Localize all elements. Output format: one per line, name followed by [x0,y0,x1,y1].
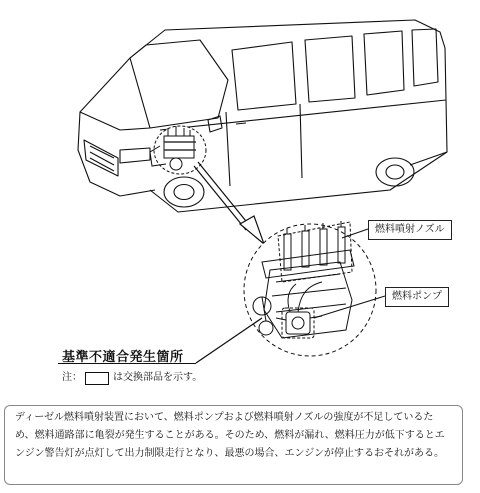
legend-note [62,371,202,385]
legend-swatch-box [85,372,109,385]
van-engine-highlight [150,126,206,174]
description-text: ディーゼル燃料噴射装置において、燃料ポンプおよび燃料噴射ノズルの強度が不足しているため、燃料通路部に亀裂が発生することがある。そのため、燃料が漏れ、燃料圧力が低下するとエンジン警告灯が点灯して出力制限走行となり、最悪の場合、エンジンが停止するおそれがある。 [15,412,445,459]
van-illustration [78,20,447,212]
title-underline [58,363,196,364]
location-leader [196,318,262,363]
fuel-pump-callout: 燃料ポンプ [385,287,449,307]
engine-illustration [244,221,376,356]
fuel-injection-nozzle-callout: 燃料噴射ノズル [368,220,452,240]
legend-prefix: 注： [62,372,82,383]
legend-suffix: は交換部品を示す。 [113,372,203,383]
description-box [4,405,463,485]
nonconformity-location-title: 基準不適合発生箇所 [62,350,184,365]
